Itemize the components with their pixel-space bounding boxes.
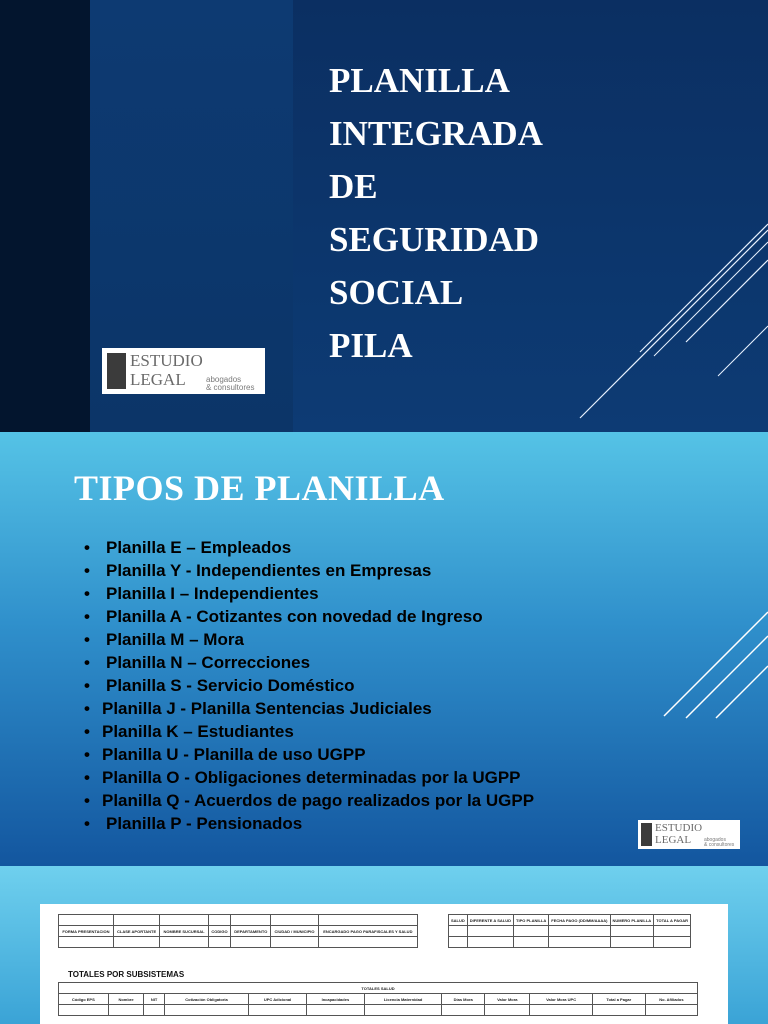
list-item-text: Planilla M – Mora (106, 630, 244, 649)
table-group-header: TOTALES SALUD (59, 983, 698, 994)
list-item-text: Planilla K – Estudiantes (102, 722, 294, 741)
list-item (84, 674, 534, 697)
table-header-cell: CIUDAD / MUNICIPIO (271, 926, 318, 937)
logo-name (655, 822, 702, 846)
title-line: DE (329, 167, 378, 206)
subsystems-heading: TOTALES POR SUBSISTEMAS (68, 970, 185, 979)
list-item (84, 605, 534, 628)
table-header-cell: Días Mora (442, 994, 485, 1005)
types-slide (0, 432, 768, 866)
table-header-cell: NIT (144, 994, 164, 1005)
table-header-cell: DIFERENTE A SALUD (467, 915, 513, 926)
title-line: PILA (329, 326, 413, 365)
list-item-text: Planilla S - Servicio Doméstico (106, 676, 355, 695)
logo-tagline-line: & consultores (206, 383, 255, 392)
title-line: PLANILLA (329, 61, 510, 100)
list-item (84, 766, 534, 789)
list-item-text: Planilla E – Empleados (106, 538, 292, 557)
logo-mark-icon (641, 823, 652, 846)
list-item-text: Planilla J - Planilla Sentencias Judiciales (102, 699, 432, 718)
table-header-cell: FECHA PAGO (DD/MM/AAAA) (549, 915, 610, 926)
table-header-cell: Total a Pagar (592, 994, 645, 1005)
logo-name-line: ESTUDIO (130, 351, 203, 370)
logo-tagline-line: abogados (704, 837, 726, 843)
list-item-text: Planilla U - Planilla de uso UGPP (102, 745, 366, 764)
table-header-cell: Cotización Obligatoria (164, 994, 248, 1005)
logo-tagline-line: & consultores (704, 842, 735, 848)
list-item (84, 582, 534, 605)
table-header-cell: Licencia Maternidad (364, 994, 441, 1005)
slide-title (329, 54, 543, 372)
logo-tagline-line: abogados (206, 375, 242, 384)
list-item-text: Planilla A - Cotizantes con novedad de Ingreso (106, 607, 483, 626)
table-header-cell: Incapacidades (306, 994, 364, 1005)
list-item-text: Planilla I – Independientes (106, 584, 319, 603)
health-totals-table (58, 982, 698, 1016)
estudio-legal-logo (102, 348, 265, 394)
list-item (84, 789, 534, 812)
logo-mark-icon (107, 353, 126, 389)
bullet-icon: • (84, 584, 90, 603)
estudio-legal-logo (638, 820, 740, 849)
title-line: SOCIAL (329, 273, 464, 312)
title-line: SEGURIDAD (329, 220, 540, 259)
list-item (84, 536, 534, 559)
logo-tagline (206, 376, 254, 392)
table-header-cell: TIPO PLANILLA (514, 915, 549, 926)
bullet-icon: • (84, 561, 90, 580)
bullet-icon: • (84, 768, 90, 787)
table-header-cell: CLASE APORTANTE (113, 926, 159, 937)
list-item (84, 628, 534, 651)
list-item (84, 651, 534, 674)
table-header-cell: SALUD (449, 915, 468, 926)
table-header-cell: Nombre (108, 994, 144, 1005)
table-header-cell: No. Afiliados (645, 994, 697, 1005)
contributor-info-table (58, 914, 418, 948)
list-item (84, 697, 534, 720)
logo-name-line: LEGAL (655, 834, 692, 846)
bullet-icon: • (84, 745, 90, 764)
logo-name-line: ESTUDIO (655, 822, 703, 834)
logo-name (130, 351, 203, 389)
title-line: INTEGRADA (329, 114, 543, 153)
list-item-text: Planilla O - Obligaciones determinadas por la UGPP (102, 768, 521, 787)
table-header-cell: CODIGO (208, 926, 230, 937)
list-item-text: Planilla P - Pensionados (106, 814, 303, 833)
table-header-cell: TOTAL A PAGAR (654, 915, 691, 926)
list-item-text: Planilla Q - Acuerdos de pago realizados por la UGPP (102, 791, 535, 810)
form-preview-slide (0, 866, 768, 1024)
table-header-cell: Valor Mora (485, 994, 530, 1005)
list-item (84, 743, 534, 766)
logo-name-line: LEGAL (130, 370, 186, 389)
table-header-cell: NUMERO PLANILLA (610, 915, 654, 926)
pila-form-image (40, 904, 728, 1024)
list-item-text: Planilla N – Correcciones (106, 653, 311, 672)
table-header-cell: FORMA PRESENTACION (59, 926, 114, 937)
list-item (84, 559, 534, 582)
table-header-cell: Código EPS (59, 994, 109, 1005)
bullet-icon: • (84, 722, 90, 741)
table-header-cell: Valor Mora UPC (530, 994, 592, 1005)
table-header-cell: ENCARGADO PAGO PARAFISCALES Y SALUD (318, 926, 417, 937)
slide-title: TIPOS DE PLANILLA (74, 468, 445, 508)
table-header-cell: DEPARTAMENTO (231, 926, 271, 937)
list-item (84, 812, 534, 835)
bullet-icon: • (84, 699, 90, 718)
payment-info-table (448, 914, 691, 948)
bullet-icon: • (84, 538, 90, 557)
planilla-types-list (84, 536, 534, 835)
list-item (84, 720, 534, 743)
bullet-icon: • (84, 814, 90, 833)
bullet-icon: • (84, 653, 90, 672)
bullet-icon: • (84, 630, 90, 649)
title-slide (0, 0, 768, 432)
bullet-icon: • (84, 607, 90, 626)
logo-tagline (704, 838, 734, 848)
table-header-cell: UPC Adicional (249, 994, 307, 1005)
table-header-cell: NOMBRE SUCURSAL (160, 926, 209, 937)
list-item-text: Planilla Y - Independientes en Empresas (106, 561, 432, 580)
bullet-icon: • (84, 676, 90, 695)
bullet-icon: • (84, 791, 90, 810)
